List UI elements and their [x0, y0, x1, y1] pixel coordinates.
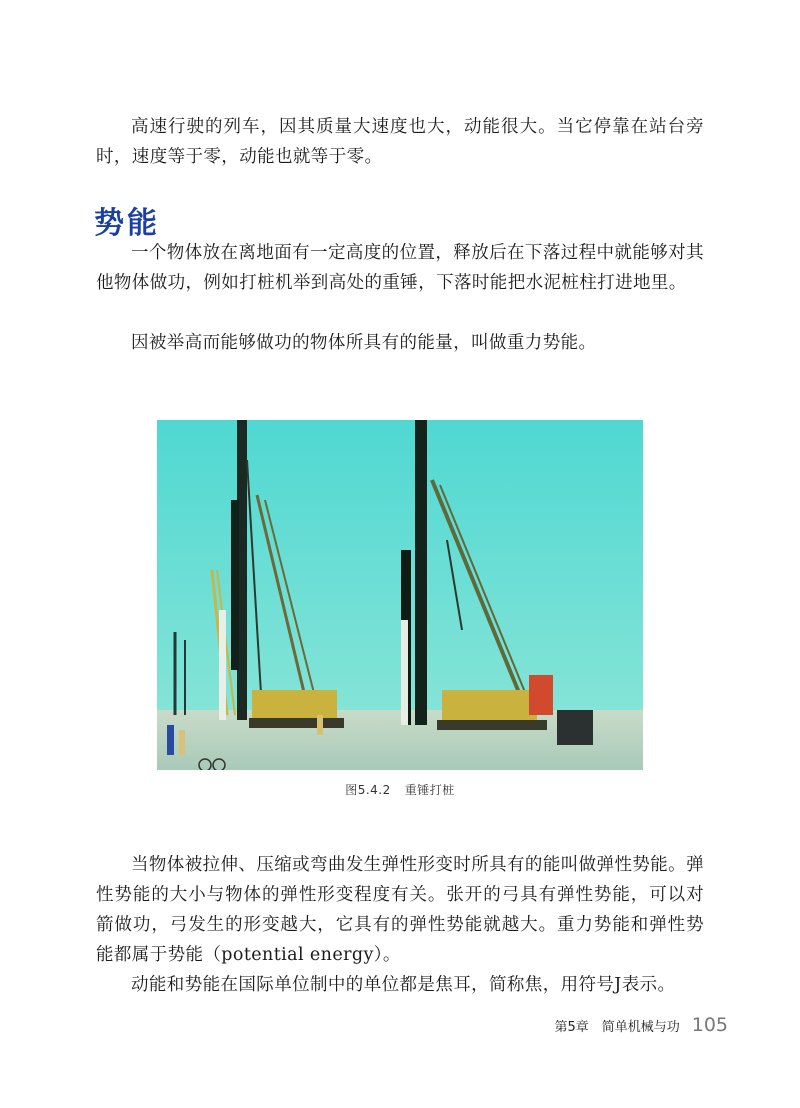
- paragraph-gravitational-definition: 因被举高而能够做功的物体所具有的能量，叫做重力势能。: [131, 333, 597, 353]
- paragraph-kinetic-train: 高速行驶的列车，因其质量大速度也大，动能很大。当它停靠在站台旁时，速度等于零，动能也就等于零。: [96, 117, 704, 167]
- paragraph-elastic-energy: 当物体被拉伸、压缩或弯曲发生弹性形变时所具有的能叫做弹性势能。弹性势能的大小与物体的弹性形变程度有关。张开的弓具有弹性势能，可以对箭做功，弓发生的形变越大，它具有的弹性势能就越大。重力势能和弹性势能都属于势能（potential energy）。: [96, 855, 704, 965]
- chapter-title: 第5章 简单机械与功: [554, 1020, 680, 1035]
- figure-title: 重锤打桩: [404, 783, 455, 797]
- page-number: 105: [691, 1014, 728, 1036]
- paragraph-potential-intro: 一个物体放在离地面有一定高度的位置，释放后在下落过程中就能够对其他物体做功，例如打桩机举到高处的重锤，下落时能把水泥桩柱打进地里。: [96, 243, 704, 293]
- section-heading: 势能: [94, 206, 160, 241]
- figure-caption: [0, 781, 800, 798]
- page-footer: [554, 1014, 728, 1036]
- figure-pile-driver-photo: [157, 420, 643, 770]
- figure-number: 图5.4.2: [345, 783, 391, 797]
- paragraph-units: 动能和势能在国际单位制中的单位都是焦耳，简称焦，用符号J表示。: [131, 975, 676, 995]
